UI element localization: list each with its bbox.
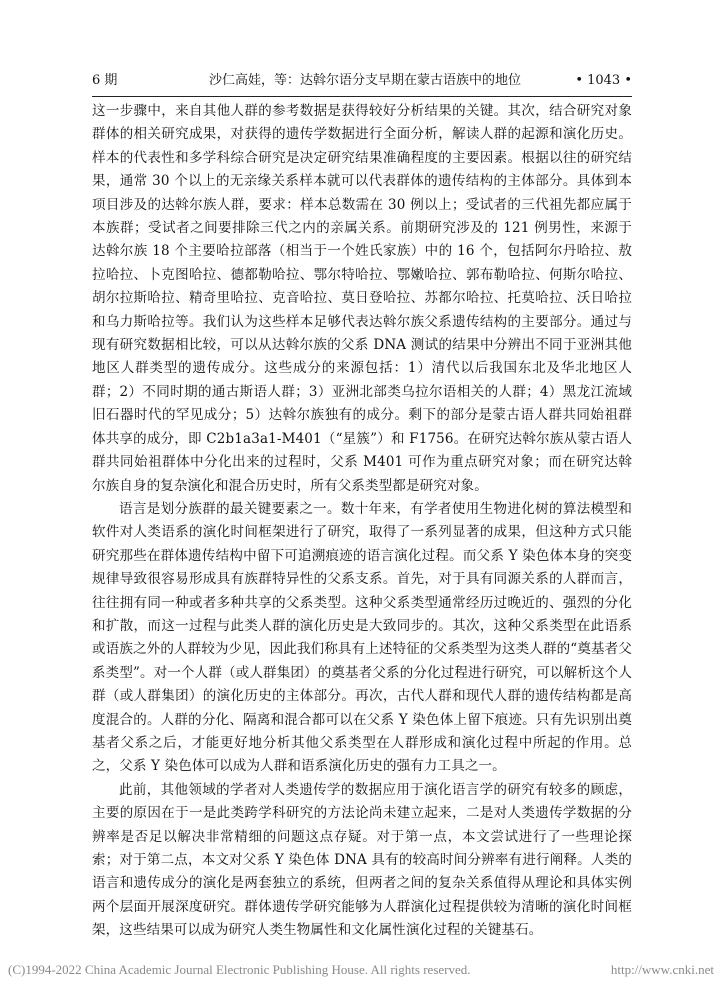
article-body: [92, 100, 632, 943]
publisher-website: http://www.cnki.net: [610, 962, 714, 977]
copyright-notice: (C)1994-2022 China Academic Journal Electronic Publishing House. All rights reserved.: [8, 962, 471, 977]
running-header: [92, 70, 632, 92]
page-number: • 1043 •: [575, 73, 632, 88]
paragraph-interdisciplinary-concerns: 此前，其他领域的学者对人类遗传学的数据应用于演化语言学的研究有较多的顾虑，主要的原因在于一是此类跨学科研究的方法论尚未建立起来，二是对人类遗传学数据的分辨率是否足以解决非常精细的问题这点存疑。对于第一点，本文尝试进行了一些理论探索；对于第二点，本文对父系 Y 染色体 DNA 具有的较高时间分辨率有进行阐释。人类的语言和遗传成分的演化是两套独立的系统，但两者之间的复杂关系值得从理论和具体实例两个层面开展深度研究。群体遗传学研究能够为人群演化过程提供较为清晰的演化时间框架，这些结果可以成为研究人类生物属性和文化属性演化过程的关键基石。: [92, 781, 632, 939]
issue-number: 6 期: [92, 73, 118, 88]
header-rule: [92, 96, 632, 97]
running-title: 沙仁高娃，等：达斡尔语分支早期在蒙古语族中的地位: [209, 73, 522, 88]
paragraph-language-y-chromosome: 语言是划分族群的最关键要素之一。数十年来，有学者使用生物进化树的算法模型和软件对人类语系的演化时间框架进行了研究，取得了一系列显著的成果，但这种方式只能研究那些在群体遗传结构中留下可追溯痕迹的语言演化过程。而父系 Y 染色体本身的突变规律导致很容易形成具有族群特异性的父系支系。首先，对于具有同源关系的人群而言，往往拥有同一种或者多种共享的父系类型。这种父系类型通常经历过晚近的、强烈的分化和扩散，而这一过程与此类人群的演化历史是大致同步的。其次，这种父系类型在此语系或语族之外的人群较为少见，因此我们称具有上述特征的父系类型为这类人群的“奠基者父系类型”。对一个人群（或人群集团）的奠基者父系的分化过程进行研究，可以解析这个人群（或人群集团）的演化历史的主体部分。再次，古代人群和现代人群的遗传结构都是高度混合的。人群的分化、隔离和混合都可以在父系 Y 染色体上留下痕迹。只有先识别出奠基者父系之后，才能更好地分析其他父系类型在人群形成和演化过程中所起的作用。总之，父系 Y 染色体可以成为人群和语系演化历史的强有力工具之一。: [92, 500, 632, 775]
paragraph-continuation: 这一步骤中，来自其他人群的参考数据是获得较好分析结果的关键。其次，结合研究对象群体的相关研究成果，对获得的遗传学数据进行全面分析，解读人群的起源和演化历史。样本的代表性和多学科综合研究是决定研究结果准确程度的主要因素。根据以往的研究结果，通常 30 个以上的无亲缘关系样本就可以代表群体的遗传结构的主体部分。具体到本项目涉及的达斡尔族人群，要求：样本总数需在 30 例以上；受试者的三代祖先都应属于本族群；受试者之间要排除三代之内的亲属关系。前期研究涉及的 121 例男性，来源于达斡尔族 18 个主要哈拉部落（相当于一个姓氏家族）中的 16 个，包括阿尔丹哈拉、敖拉哈拉、卜克图哈拉、德都勒哈拉、鄂尔特哈拉、鄂嫩哈拉、郭布勒哈拉、何斯尔哈拉、胡尔拉斯哈拉、精奇里哈拉、克音哈拉、莫日登哈拉、苏都尔哈拉、托莫哈拉、沃日哈拉和乌力斯哈拉等。我们认为这些样本足够代表达斡尔族父系遗传结构的主要部分。通过与现有研究数据相比较，可以从达斡尔族的父系 DNA 测试的结果中分辨出不同于亚洲其他地区人群类型的遗传成分。这些成分的来源包括：1）清代以后我国东北及华北地区人群；2）不同时期的通古斯语人群；3）亚洲北部类乌拉尔语相关的人群；4）黑龙江流域旧石器时代的罕见成分；5）达斡尔族独有的成分。剩下的部分是蒙古语人群共同始祖群体共享的成分，即 C2b1a3a1-M401（“星簇”）和 F1756。在研究达斡尔族从蒙古语人群共同始祖群体中分化出来的过程时，父系 M401 可作为重点研究对象；而在研究达斡尔族自身的复杂演化和混合历史时，所有父系类型都是研究对象。: [92, 103, 632, 494]
